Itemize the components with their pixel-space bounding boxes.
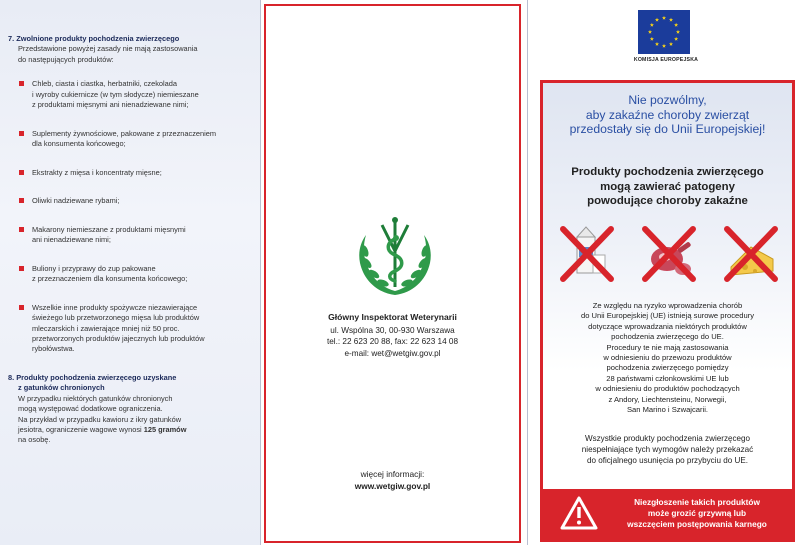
disposal-notice (543, 433, 792, 467)
headline-line: przedostały się do Unii Europejskiej! (569, 122, 766, 137)
section-8-title (8, 373, 246, 394)
text-line (18, 425, 246, 435)
body-line: dotyczące wprowadzania niektórych produktów (588, 321, 747, 331)
more-info (266, 468, 519, 492)
warning-triangle-icon (559, 495, 599, 531)
panel-divider (527, 0, 528, 545)
bullet-icon (19, 266, 24, 271)
weight-limit: 125 gramów (143, 425, 187, 435)
intro-line: do następujących produktów: (18, 54, 114, 64)
item-line: przetworzonych produktów jajecznych lub produktów (32, 334, 205, 344)
penalty-warning-bar (543, 489, 792, 539)
text-line: Na przykład w przypadku kawioru z ikry gatunków (18, 414, 182, 424)
body-line: pochodzenia zwierzęcego do UE. (611, 332, 724, 342)
body-line: w odniesieniu do przewozu produktów (603, 353, 732, 363)
organization-name: Główny Inspektorat Weterynarii (328, 312, 457, 322)
list-item (18, 129, 246, 150)
item-line: mleczarskich i zawierające mniej niż 50 proc. (32, 323, 180, 333)
body-line: San Marino i Szwajcarii. (626, 405, 709, 415)
body-line: do Unii Europejskiej (UE) istnieją surowe procedury (580, 311, 755, 321)
bullet-icon (19, 81, 24, 86)
item-line: z produktami mięsnymi ani nienadziewane nimi; (32, 100, 189, 110)
title-line: z gatunków chronionych (18, 383, 105, 393)
item-line: Suplementy żywnościowe, pakowane z przeznaczeniem (32, 128, 217, 138)
item-line: Makarony niemieszane z produktami mięsnymi (32, 224, 186, 234)
more-info-label: więcej informacji: (360, 469, 425, 479)
summary-line: Wszystkie produkty pochodzenia zwierzęcego (584, 434, 751, 443)
list-item (18, 264, 246, 285)
section-8 (8, 373, 246, 446)
text-line: mogą występować dodatkowe ograniczenia. (18, 404, 163, 414)
text-fragment: jesiotra, ograniczenie wagowe wynosi (18, 425, 144, 435)
subhead-line: mogą zawierać patogeny (600, 180, 735, 193)
item-line: Wszelkie inne produkty spożywcze niezawierające (32, 302, 198, 312)
list-item (18, 168, 246, 178)
phone-fax: tel.: 22 623 20 88, fax: 22 623 14 08 (326, 337, 459, 346)
right-panel (532, 0, 800, 545)
list-item (18, 225, 246, 246)
item-line: świeżego lub przetworzonego mięsa lub produktów (32, 313, 200, 323)
email[interactable]: e-mail: wet@wetgiw.gov.pl (344, 348, 441, 358)
item-line: rybołówstwa. (32, 344, 75, 354)
bullet-icon (19, 198, 24, 203)
penalty-warning-text (607, 497, 787, 531)
item-line: ani nienadziewane nimi; (32, 235, 111, 245)
address: ul. Wspólna 30, 00-930 Warszawa (330, 325, 455, 335)
headline-line: Nie pozwólmy, (628, 93, 707, 107)
intro-line: Przedstawione powyżej zasady nie mają zastosowania (18, 44, 198, 54)
bullet-icon (19, 170, 24, 175)
text-line: W przypadku niektórych gatunków chronionych (18, 393, 173, 403)
list-item (18, 303, 246, 355)
item-line: i wyroby cukiernicze (w tym słodycze) niemieszane (32, 89, 199, 99)
section-7 (8, 34, 246, 355)
body-line: Ze względu na ryzyko wprowadzenia chorób (592, 301, 743, 310)
title-line: 8. Produkty pochodzenia zwierzęcego uzyskane (8, 373, 177, 383)
prohibited-food-icons (553, 223, 783, 287)
eu-flag-icon (638, 10, 690, 54)
regulation-text (543, 301, 792, 415)
headline-line: aby zakaźne choroby zwierząt (585, 107, 750, 122)
headline (543, 93, 792, 137)
middle-panel (264, 4, 521, 543)
website-link[interactable]: www.wetgiw.gov.pl (354, 481, 431, 491)
summary-line: niespełniające tych wymogów należy przekazać (581, 445, 754, 455)
body-line: w odniesieniu do produktów pochodzących (595, 384, 740, 394)
warning-line: Niezgłoszenie takich produktów (634, 497, 760, 507)
crossed-cheese-icon (721, 223, 781, 285)
warning-line: może grozić grzywną lub (647, 508, 747, 519)
organization-info (266, 312, 519, 359)
subhead-line: Produkty pochodzenia zwierzęcego (571, 166, 764, 178)
warning-line: wszczęciem postępowania karnego (627, 519, 767, 530)
section-8-text (8, 394, 246, 446)
crossed-milk-icon (557, 223, 617, 285)
bullet-icon (19, 227, 24, 232)
item-line: Chleb, ciasta i ciastka, herbatniki, czekolada (32, 79, 178, 89)
text-line: na osobę. (18, 435, 51, 445)
left-panel (0, 0, 260, 545)
body-line: 28 państwami członkowskimi UE lub (606, 373, 729, 383)
body-line: z Andory, Liechtensteinu, Norwegii, (608, 394, 727, 404)
item-line: Buliony i przyprawy do zup pakowane (32, 263, 156, 273)
warning-box (540, 80, 795, 542)
summary-line: do oficjalnego usunięcia po przybyciu do UE. (586, 456, 749, 466)
veterinary-caduceus-wreath-icon (350, 211, 440, 301)
bullet-icon (19, 305, 24, 310)
item-line: Oliwki nadziewane rybami; (32, 196, 120, 206)
body-line: Procedury te nie mają zastosowania (606, 342, 729, 352)
item-line: Ekstrakty z mięsa i koncentraty mięsne; (32, 167, 162, 177)
body-line: pochodzenia zwierzęcego pomiędzy (606, 363, 729, 373)
section-7-title: 7. Zwolnione produkty pochodzenia zwierzęcego (8, 34, 180, 43)
panel-divider (260, 0, 261, 545)
item-line: z przeznaczeniem dla konsumenta końcowego; (32, 274, 188, 284)
list-item (18, 79, 246, 110)
list-item (18, 196, 246, 206)
crossed-meat-icon (639, 223, 699, 285)
item-line: dla konsumenta końcowego; (32, 139, 126, 149)
eu-caption: KOMISJA EUROPEJSKA (633, 57, 699, 63)
section-7-intro (8, 44, 246, 65)
subheadline (543, 165, 792, 209)
bullet-icon (19, 131, 24, 136)
subhead-line: powodujące choroby zakaźne (587, 195, 748, 208)
exempt-products-list (8, 79, 246, 355)
